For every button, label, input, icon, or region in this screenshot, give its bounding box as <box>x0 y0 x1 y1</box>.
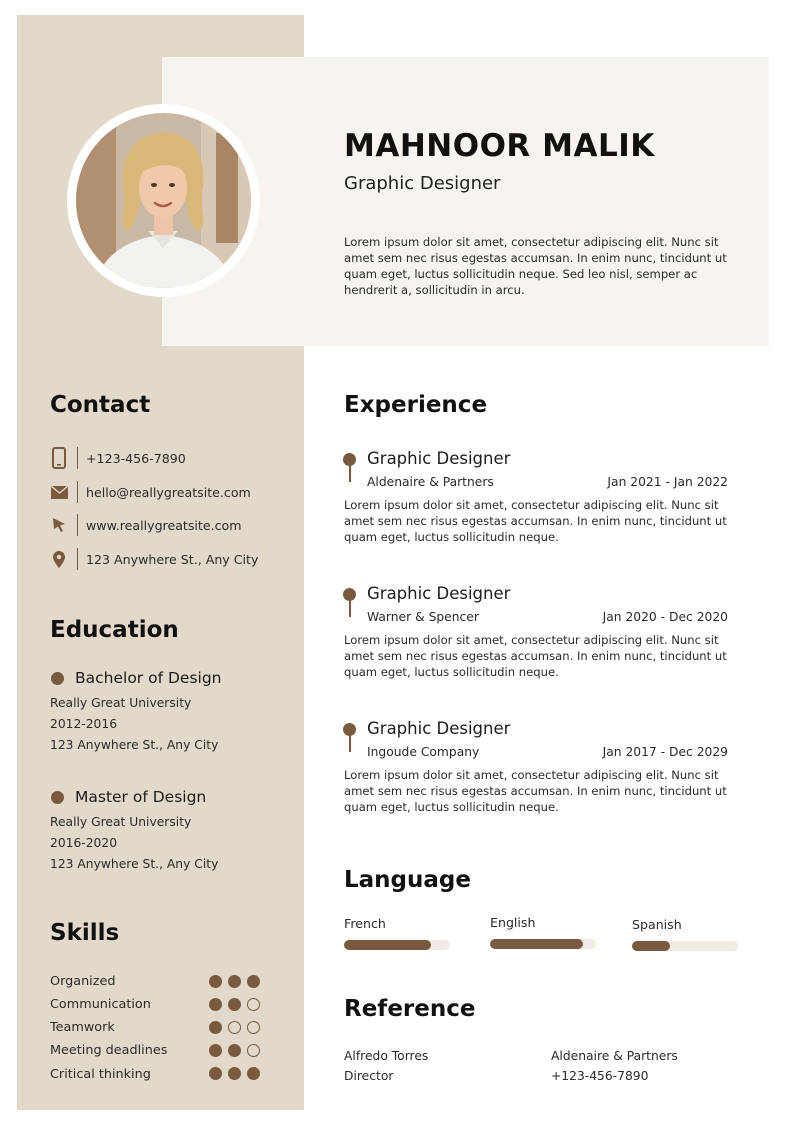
rating-dot-filled-icon <box>209 998 222 1011</box>
rating-dot-filled-icon <box>228 1067 241 1080</box>
language-item <box>490 915 596 949</box>
contact-item-email <box>50 480 251 504</box>
language-item <box>344 916 450 950</box>
skill-name: Critical thinking <box>50 1067 151 1082</box>
rating-dot-filled-icon <box>247 975 260 988</box>
skill-rating <box>209 1044 260 1057</box>
job-dates: Jan 2020 - Dec 2020 <box>602 610 728 624</box>
profile-photo <box>76 113 251 288</box>
rating-dot-empty-icon <box>228 1021 241 1034</box>
reference-heading: Reference <box>344 996 476 1022</box>
contact-divider <box>77 447 78 469</box>
rating-dot-filled-icon <box>228 1044 241 1057</box>
bullet-dot-icon <box>51 672 64 685</box>
job-description: Lorem ipsum dolor sit amet, consectetur adipiscing elit. Nunc sit amet sem nec risus egestas accumsan. In enim nunc, tincidunt ut quam eget, luctus sollicitudin neque. <box>344 633 727 679</box>
rating-dot-filled-icon <box>209 1067 222 1080</box>
skill-name: Teamwork <box>50 1020 115 1035</box>
language-name: English <box>490 915 536 930</box>
job-dates: Jan 2017 - Dec 2029 <box>602 745 728 759</box>
contact-item-phone <box>50 446 186 470</box>
skill-rating <box>209 975 260 988</box>
rating-dot-empty-icon <box>247 1021 260 1034</box>
reference-detail: +123-456-7890 <box>551 1069 649 1083</box>
job-title: Graphic Designer <box>367 449 511 468</box>
education-degree <box>50 669 222 687</box>
job-company: Aldenaire & Partners <box>367 475 494 489</box>
job-company: Warner & Spencer <box>367 610 479 624</box>
experience-heading: Experience <box>344 392 488 418</box>
contact-website-text: www.reallygreatsite.com <box>86 517 242 533</box>
timeline-pin-icon <box>343 723 357 753</box>
contact-item-address <box>50 547 258 571</box>
skill-name: Communication <box>50 997 151 1012</box>
education-school: Really Great University <box>50 815 192 829</box>
contact-heading: Contact <box>50 392 151 418</box>
contact-divider <box>77 481 78 503</box>
contact-divider <box>77 514 78 536</box>
skills-heading: Skills <box>50 920 120 946</box>
contact-address-text: 123 Anywhere St., Any City <box>86 551 259 567</box>
contact-phone-text: +123-456-7890 <box>86 450 186 466</box>
rating-dot-filled-icon <box>228 975 241 988</box>
job-company: Ingoude Company <box>367 745 480 759</box>
language-bar-track <box>344 940 450 950</box>
job-title: Graphic Designer <box>367 719 511 738</box>
education-degree-label: Bachelor of Design <box>75 669 222 687</box>
education-degree-label: Master of Design <box>75 788 207 806</box>
mail-icon <box>50 481 68 503</box>
timeline-pin-icon <box>343 588 357 618</box>
education-address: 123 Anywhere St., Any City <box>50 857 219 871</box>
language-bar-track <box>490 939 596 949</box>
education-address: 123 Anywhere St., Any City <box>50 738 219 752</box>
job-title: Graphic Designer <box>367 584 511 603</box>
job-description: Lorem ipsum dolor sit amet, consectetur adipiscing elit. Nunc sit amet sem nec risus egestas accumsan. In enim nunc, tincidunt ut quam eget, luctus sollicitudin neque. <box>344 768 727 814</box>
rating-dot-empty-icon <box>247 1044 260 1057</box>
education-school: Really Great University <box>50 696 192 710</box>
education-degree <box>50 788 206 806</box>
language-name: French <box>344 916 386 931</box>
profile-summary: Lorem ipsum dolor sit amet, consectetur adipiscing elit. Nunc sit amet sem nec risus egestas accumsan. In enim nunc, tincidunt ut quam eget, luctus sollicitudin neque. Sed leo nisl, semper ac hendrerit a, sollicitudin in arcu. <box>344 235 727 297</box>
skill-rating <box>209 998 260 1011</box>
reference-name: Alfredo Torres <box>344 1049 429 1063</box>
skill-name: Organized <box>50 974 116 989</box>
bullet-dot-icon <box>51 791 64 804</box>
education-years: 2016-2020 <box>50 836 118 850</box>
reference-detail: Director <box>344 1069 394 1083</box>
education-years: 2012-2016 <box>50 717 118 731</box>
language-bar-fill <box>344 940 431 950</box>
rating-dot-empty-icon <box>247 998 260 1011</box>
candidate-role: Graphic Designer <box>344 173 501 194</box>
profile-photo-frame <box>67 104 260 297</box>
skill-rating <box>209 1021 260 1034</box>
location-pin-icon <box>50 548 68 570</box>
rating-dot-filled-icon <box>209 1021 222 1034</box>
language-item <box>632 917 738 951</box>
job-dates: Jan 2021 - Jan 2022 <box>607 475 728 489</box>
timeline-pin-icon <box>343 453 357 483</box>
language-bar-fill <box>490 939 583 949</box>
job-description: Lorem ipsum dolor sit amet, consectetur adipiscing elit. Nunc sit amet sem nec risus egestas accumsan. In enim nunc, tincidunt ut quam eget, luctus sollicitudin neque. <box>344 498 727 544</box>
rating-dot-filled-icon <box>209 1044 222 1057</box>
language-bar-fill <box>632 941 670 951</box>
skill-name: Meeting deadlines <box>50 1043 168 1058</box>
skill-rating <box>209 1067 260 1080</box>
cursor-icon <box>50 514 68 536</box>
rating-dot-filled-icon <box>209 975 222 988</box>
contact-item-website <box>50 513 242 537</box>
candidate-name: MAHNOOR MALIK <box>344 128 655 164</box>
rating-dot-filled-icon <box>228 998 241 1011</box>
reference-name: Aldenaire & Partners <box>551 1049 678 1063</box>
contact-divider <box>77 548 78 570</box>
language-name: Spanish <box>632 917 682 932</box>
education-heading: Education <box>50 617 179 643</box>
contact-email-text: hello@reallygreatsite.com <box>86 484 251 500</box>
language-heading: Language <box>344 867 471 893</box>
rating-dot-filled-icon <box>247 1067 260 1080</box>
phone-icon <box>50 447 68 469</box>
language-bar-track <box>632 941 738 951</box>
